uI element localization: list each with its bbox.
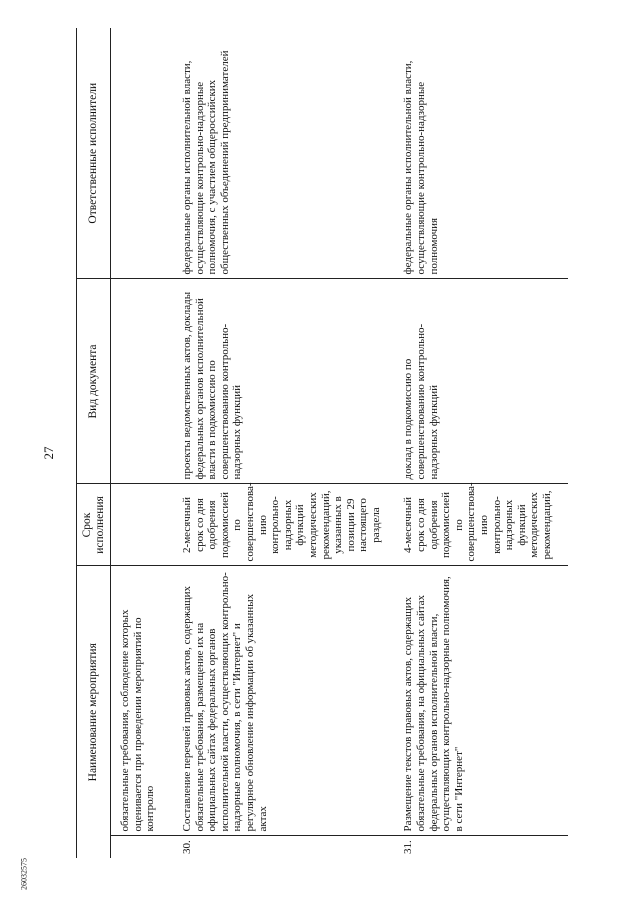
cell-exec: федеральные органы исполнительной власти, осуществляющие контрольно-надзорные полномочия xyxy=(402,60,440,275)
table xyxy=(76,28,568,858)
cell-name: Составление перечней правовых актов, содержащих обязательные требования, размещение их на официальных сайтах федеральных органов исполнительной власти, осуществляющих контрольно-надзорные полномочия, в сети "Интернет" и регулярное обновление информации об указанных актах xyxy=(175,566,397,836)
measures-table xyxy=(76,28,614,858)
cell-doc xyxy=(111,279,175,484)
header-exec: Ответственные исполнители xyxy=(77,28,111,279)
header-doc: Вид документа xyxy=(77,279,111,484)
cell-name: Размещение текстов правовых актов, содержащих обязательные требования, на официальных сайтах федеральных органов исполнительной власти, осуществляющих контрольно-надзорные полномочия, в сети "Интернет" xyxy=(396,566,567,836)
cell-num: 30. xyxy=(175,836,397,858)
document-id: 26032575 xyxy=(19,858,29,890)
cell-exec: федеральные органы исполнительной власти, осуществляющие контрольно-надзорные полномочия, с участием общероссийских общественных объединений предпринимателей xyxy=(180,50,231,275)
cell-term: 4-месячный срок со дня одобрения подкомиссией по совершенствова-нию контрольно-надзорных функций методических рекомендаций, xyxy=(396,484,567,566)
cell-term: 2-месячный срок со дня одобрения подкомиссией по совершенствова-нию контрольно-надзорных функций методических рекомендаций, указанных в позиции 29 настоящего раздела xyxy=(175,484,397,566)
cell-doc: проекты ведомственных актов, доклады федеральных органов исполнительной власти в подкомиссию по совершенствованию контрольно-надзорных функций xyxy=(175,279,397,484)
header-name: Наименование мероприятия xyxy=(77,566,111,858)
page-number: 27 xyxy=(41,446,56,460)
table-row-continuation xyxy=(111,28,175,858)
table-header-row xyxy=(77,28,111,858)
cell-exec xyxy=(111,28,175,279)
table-row xyxy=(396,28,567,858)
cell-num: 31. xyxy=(396,836,567,858)
cell-name: обязательные требования, соблюдение которых оценивается при проведении мероприятий по контролю xyxy=(111,566,175,836)
table-row xyxy=(175,28,397,858)
cell-term xyxy=(111,484,175,566)
header-term: Срок исполнения xyxy=(77,484,111,566)
cell-doc: доклад в подкомиссию по совершенствованию контрольно-надзорных функций xyxy=(396,279,567,484)
cell-num xyxy=(111,836,175,858)
